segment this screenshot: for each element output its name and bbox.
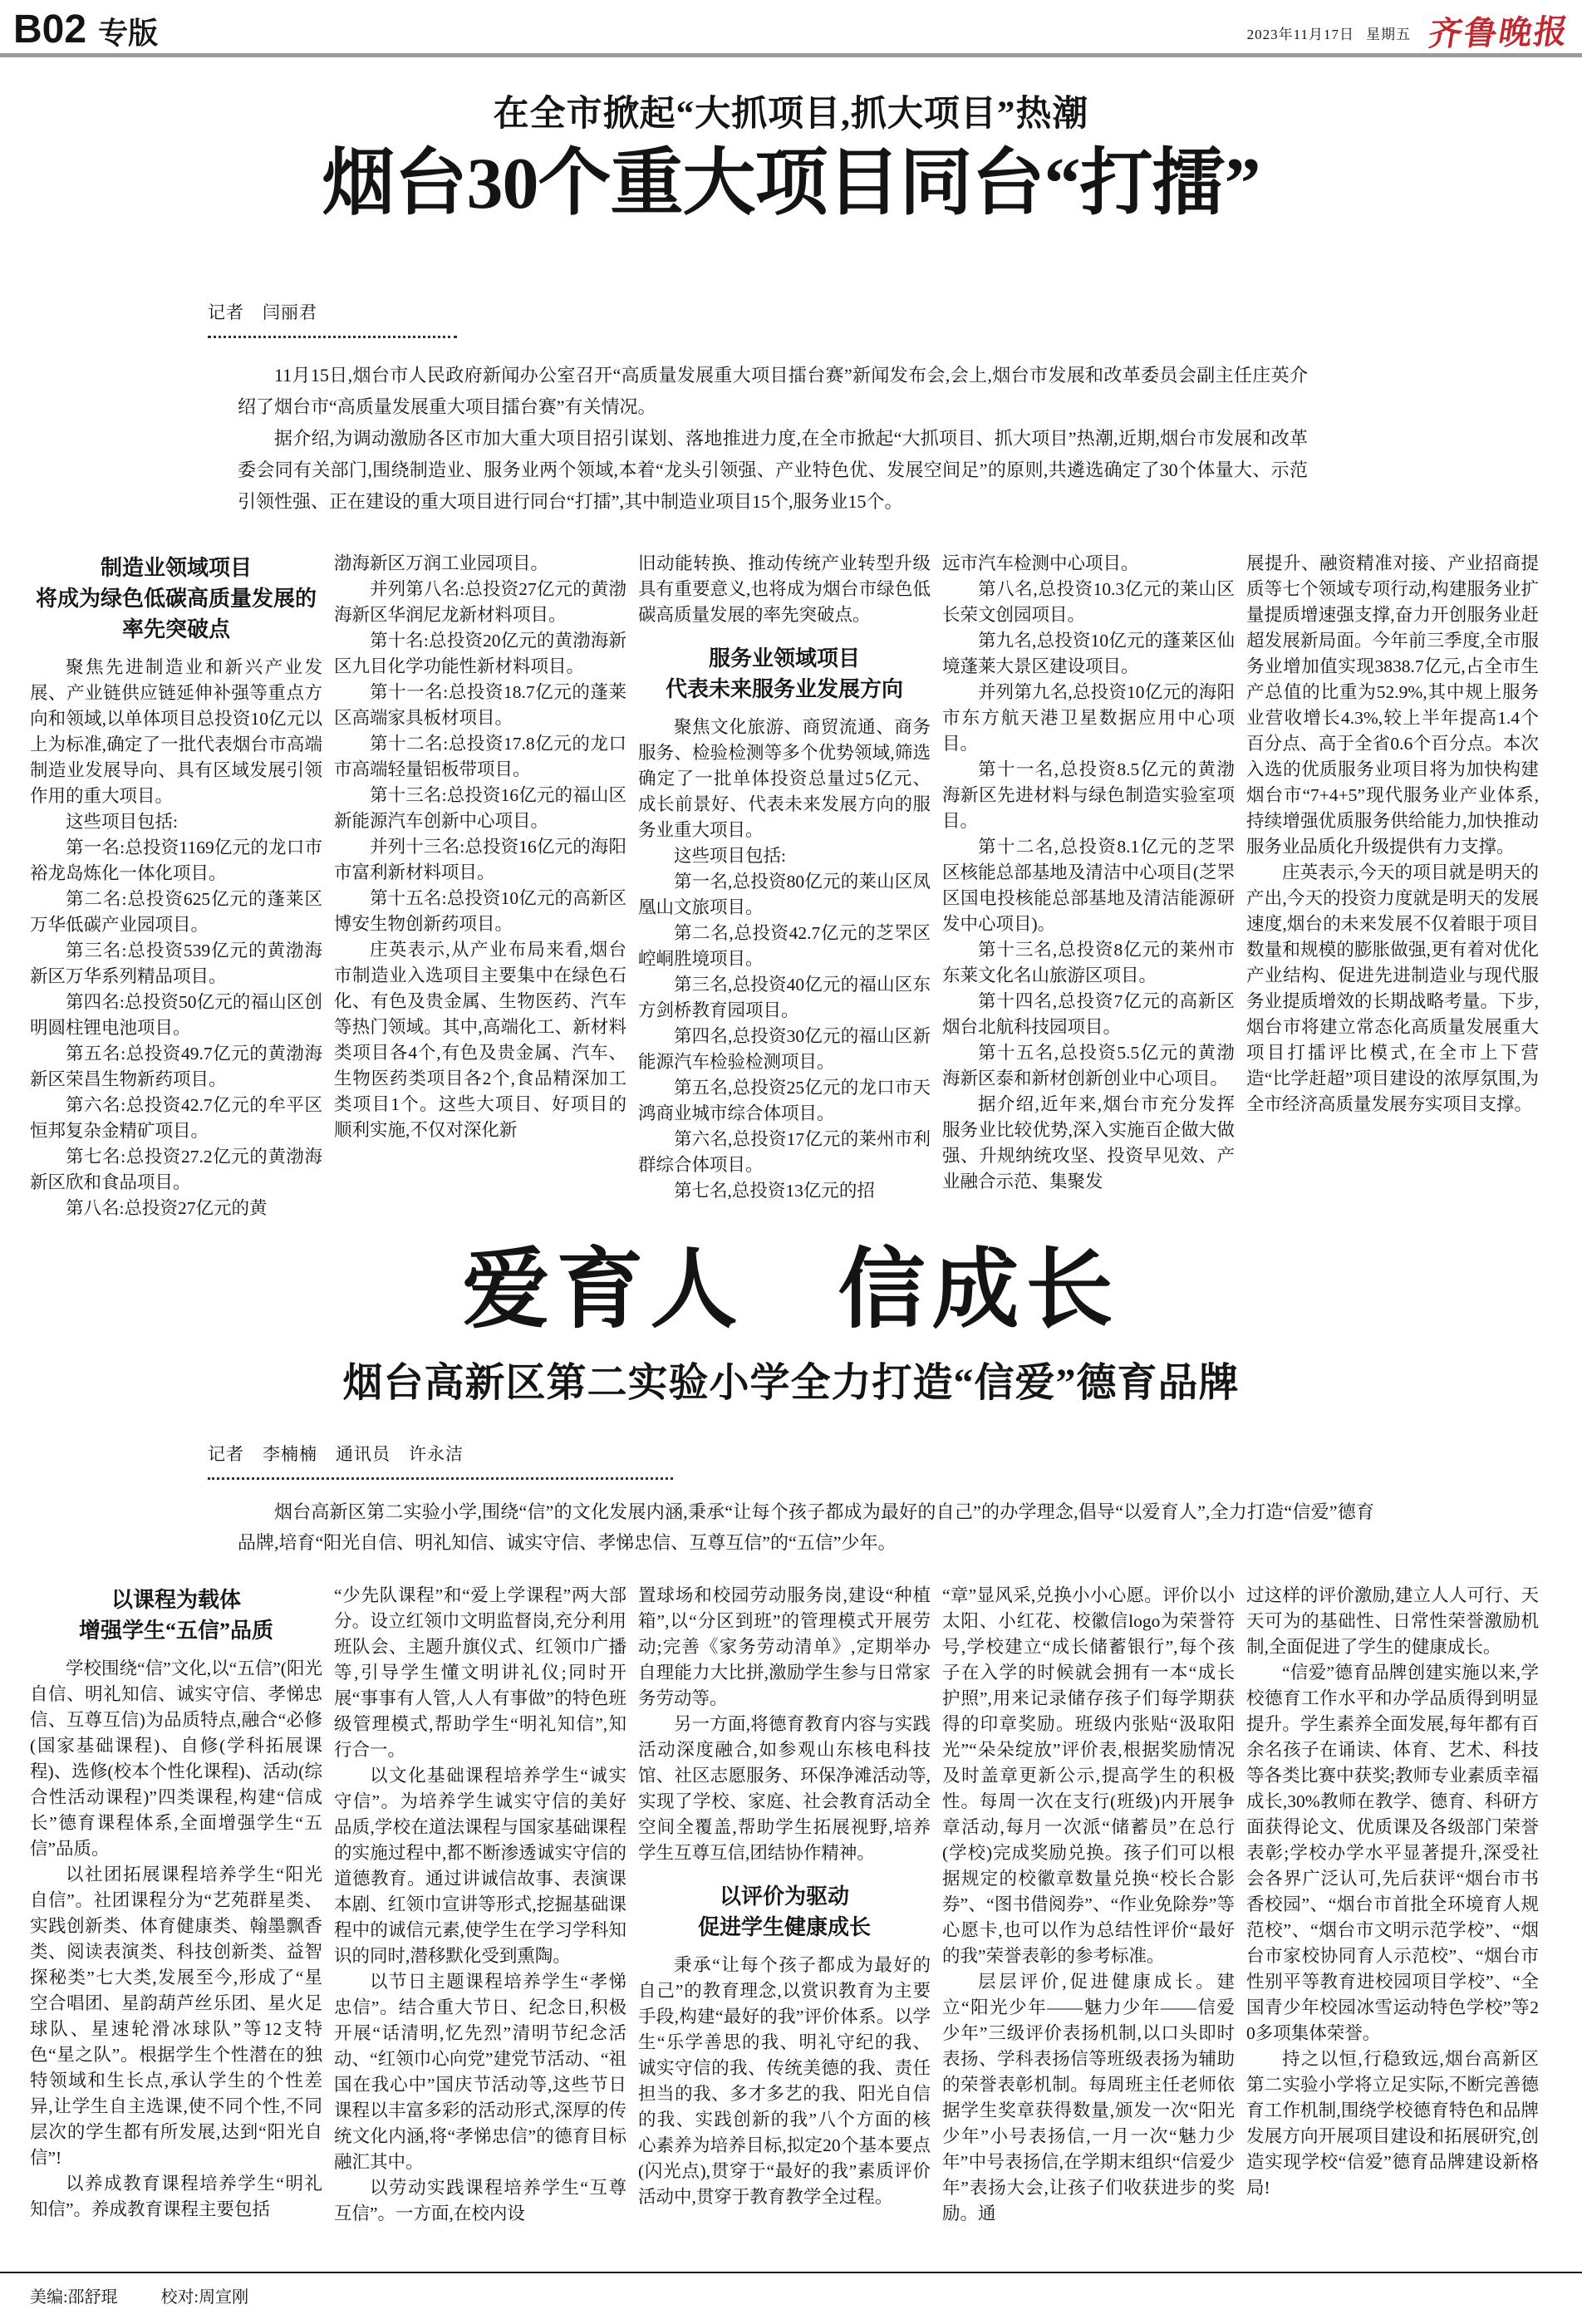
date-text: 2023年11月17日 bbox=[1246, 27, 1354, 42]
newspaper-logo: 齐鲁晚报 bbox=[1426, 12, 1572, 53]
paragraph: 另一方面,将德育教育内容与实践活动深度融合,如参观山东核电科技馆、社区志愿服务、环保净滩活动等,实现了学校、家庭、社会教育活动全空间全覆盖,帮助学生拓展视野,培养学生互尊互信,团结协作精神。 bbox=[638, 1714, 931, 1864]
text-column bbox=[942, 1583, 1235, 2227]
paragraph: “少先队课程”和“爱上学课程”两大部分。设立红领巾文明监督岗,充分利用班队会、主题升旗仪式、红领巾广播等,引导学生懂文明讲礼仪;同时开展“事事有人管,人人有事做”的特色班级管理模式,帮助学生“明礼知信”,知行合一。 bbox=[334, 1585, 626, 1761]
date-line bbox=[1247, 22, 1411, 50]
paragraph: 第三名,总投资40亿元的福山区东方剑桥教育园项目。 bbox=[638, 975, 931, 1021]
column-heading-line: 将成为绿色低碳高质量发展的 bbox=[35, 587, 317, 612]
article1-kicker: 在全市掀起“大抓项目,抓大项目”热潮 bbox=[493, 95, 1089, 134]
proofreader-credit: 校对:周宣刚 bbox=[160, 2288, 249, 2307]
paragraph: 据介绍,近年来,烟台市充分发挥服务业比较优势,深入实施百企做大做强、升规纳统攻坚、投资早见效、产业融合示范、集聚发 bbox=[942, 1094, 1235, 1192]
paragraph: 庄英表示,从产业布局来看,烟台市制造业入选项目主要集中在绿色石化、有色及贵金属、生物医药、汽车等热门领域。其中,高端化工、新材料类项目各4个,有色及贵金属、汽车、生物医药类项目各2个,食品精深加工类项目1个。这些大项目、好项目的顺利实施,不仅对深化新 bbox=[334, 940, 626, 1141]
column-heading bbox=[30, 1585, 322, 1646]
text-column bbox=[1246, 1583, 1539, 2227]
paragraph: 以养成教育课程培养学生“明礼知信”。养成教育课程主要包括 bbox=[30, 2174, 322, 2220]
paragraph: 以文化基础课程培养学生“诚实守信”。为培养学生诚实守信的美好品质,学校在道法课程与国家基础课程的实施过程中,都不断渗透诚实守信的道德教育。通过讲诚信故事、表演课本剧、红领巾宣讲等形式,挖掘基础课程中的诚信元素,使学生在学习学科知识的同时,潜移默化受到熏陶。 bbox=[334, 1766, 626, 1967]
column-heading-line: 制造业领域项目 bbox=[100, 556, 252, 581]
paragraph: 以节日主题课程培养学生“孝悌忠信”。结合重大节日、纪念日,积极开展“话清明,忆先烈”清明节纪念活动、“红领巾心向党”建党节活动、“祖国在我心中”国庆节活动等,这些节日课程以丰富多彩的活动形式,深厚的传统文化内涵,将“孝悌忠信”的德育目标融汇其中。 bbox=[334, 1972, 626, 2173]
article1-byline: 记者 闫丽君 bbox=[208, 302, 317, 323]
paragraph: 第十二名:总投资17.8亿元的龙口市高端轻量铝板带项目。 bbox=[334, 734, 626, 780]
article-major-projects bbox=[0, 86, 1582, 1221]
text-column bbox=[942, 551, 1235, 1221]
paragraph: 第六名:总投资42.7亿元的牟平区恒邦复杂金精矿项目。 bbox=[30, 1095, 322, 1142]
paragraph: 第四名,总投资30亿元的福山区新能源汽车检验检测项目。 bbox=[638, 1026, 931, 1073]
paragraph: 第八名,总投资10.3亿元的莱山区长荣文创园项目。 bbox=[942, 579, 1235, 626]
paragraph: 聚焦文化旅游、商贸流通、商务服务、检验检测等多个优势领域,筛选确定了一批单体投资总量过5亿元、成长前景好、代表未来发展方向的服务业重大项目。 bbox=[638, 717, 931, 841]
paragraph: 远市汽车检测中心项目。 bbox=[942, 553, 1139, 574]
column-heading bbox=[30, 553, 322, 645]
edition-code: B02 bbox=[13, 7, 87, 52]
section-name: 专版 bbox=[98, 17, 159, 51]
paragraph: 第四名:总投资50亿元的福山区创明圆柱锂电池项目。 bbox=[30, 992, 322, 1039]
text-column bbox=[1246, 551, 1539, 1221]
article1-columns bbox=[30, 551, 1582, 1221]
paragraph: 第十名:总投资20亿元的黄渤海新区九目化学功能性新材料项目。 bbox=[334, 631, 626, 677]
text-column bbox=[30, 1583, 322, 2227]
article2-lead bbox=[238, 1496, 1374, 1558]
article-school-brand bbox=[0, 1241, 1582, 2227]
page-header bbox=[0, 0, 1582, 53]
lead-paragraph: 烟台高新区第二实验小学,围绕“信”的文化发展内涵,秉承“让每个孩子都成为最好的自己”的办学理念,倡导“以爱育人”,全力打造“信爱”德育品牌,培育“阳光自信、明礼知信、诚实守信、孝悌忠信、互尊互信”的“五信”少年。 bbox=[238, 1501, 1374, 1554]
art-editor-credit: 美编:邵舒琨 bbox=[30, 2288, 118, 2307]
article1-headline: 烟台30个重大项目同台“打擂” bbox=[322, 144, 1260, 224]
article1-byline-block bbox=[208, 299, 1582, 338]
column-heading-line: 增强学生“五信”品质 bbox=[78, 1619, 273, 1644]
column-heading-line: 服务业领域项目 bbox=[708, 646, 860, 671]
paragraph: 过这样的评价激励,建立人人可行、天天可为的基础性、日常性荣誉激励机制,全面促进了学生的健康成长。 bbox=[1246, 1585, 1539, 1658]
paragraph: 第二名,总投资42.7亿元的芝罘区崆峒胜境项目。 bbox=[638, 923, 931, 970]
article2-subheadline: 烟台高新区第二实验小学全力打造“信爱”德育品牌 bbox=[342, 1361, 1240, 1406]
paragraph: 第二名:总投资625亿元的蓬莱区万华低碳产业园项目。 bbox=[30, 889, 322, 936]
paragraph: 并列第九名,总投资10亿元的海阳市东方航天港卫星数据应用中心项目。 bbox=[942, 682, 1235, 754]
text-column bbox=[30, 551, 322, 1221]
paragraph: “信爱”德育品牌创建实施以来,学校德育工作水平和办学品质得到明显提升。学生素养全面发展,每年都有百余名孩子在诵读、体育、艺术、科技等各类比赛中获奖;教师专业素质幸福成长,30%教师在教学、德育、科研方面获得论文、优质课及各级部门荣誉表彰;学校办学水平显著提升,深受社会各界广泛认可,先后获评“烟台市书香校园”、“烟台市首批全环境育人规范校”、“烟台市文明示范学校”、“烟台市家校协同育人示范校”、“烟台市性别平等教育进校园项目学校”、“全国青少年校园冰雪运动特色学校”等20多项集体荣誉。 bbox=[1246, 1663, 1539, 2044]
paragraph: 秉承“让每个孩子都成为最好的自己”的教育理念,以赏识教育为主要手段,构建“最好的我”评价体系。以学生“乐学善思的我、明礼守纪的我、诚实守信的我、传统美德的我、责任担当的我、多才多艺的我、阳光自信的我、实践创新的我”八个方面的核心素养为培养目标,拟定20个基本要点(闪光点),贯穿于“最好的我”素质评价活动中,贯穿于教育教学全过程。 bbox=[638, 1955, 931, 2208]
lead-paragraph: 据介绍,为调动激励各区市加大重大项目招引谋划、落地推进力度,在全市掀起“大抓项目、抓大项目”热潮,近期,烟台市发展和改革委会同有关部门,围绕制造业、服务业两个领域,本着“龙头引领强、产业特色优、发展空间足”的原则,共遴选确定了30个体量大、示范引领性强、正在建设的重大项目进行同台“打擂”,其中制造业项目15个,服务业15个。 bbox=[238, 428, 1308, 513]
text-column bbox=[638, 1583, 931, 2227]
paragraph: 这些项目包括: bbox=[66, 812, 178, 833]
paragraph: 第十一名:总投资18.7亿元的蓬莱区高端家具板材项目。 bbox=[334, 682, 626, 729]
column-heading-line: 促进学生健康成长 bbox=[697, 1915, 871, 1940]
paragraph: 第六名,总投资17亿元的莱州市利群综合体项目。 bbox=[638, 1129, 931, 1176]
header-rule bbox=[0, 53, 1582, 57]
text-column bbox=[334, 551, 626, 1221]
edition-block bbox=[13, 7, 159, 52]
article1-lead bbox=[238, 360, 1308, 518]
column-heading bbox=[638, 1881, 931, 1943]
article2-headline: 爱育人 信成长 bbox=[462, 1241, 1120, 1339]
paragraph: 聚焦先进制造业和新兴产业发展、产业链供应链延伸补强等重点方向和领域,以单体项目总投资10亿元以上为标准,确定了一批代表烟台市高端制造业发展导向、具有区域发展引领作用的重大项目。 bbox=[30, 657, 322, 807]
paragraph: 置球场和校园劳动服务岗,建设“种植箱”,以“分区到班”的管理模式开展劳动;完善《家务劳动清单》,定期举办自理能力大比拼,激励学生参与日常家务劳动等。 bbox=[638, 1585, 931, 1709]
paragraph: 学校围绕“信”文化,以“五信”(阳光自信、明礼知信、诚实守信、孝悌忠信、互尊互信)为品质特点,融合“必修(国家基础课程)、自修(学科拓展课程)、选修(校本个性化课程)、活动(综合性活动课程)”四类课程,构建“信成长”德育课程体系,全面增强学生“五信”品质。 bbox=[30, 1658, 322, 1860]
masthead-right bbox=[1246, 12, 1572, 53]
paragraph: “章”显风采,兑换小小心愿。评价以小太阳、小红花、校徽信logo为荣誉符号,学校建立“成长储蓄银行”,每个孩子在入学的时候就会拥有一本“成长护照”,用来记录储存孩子们每学期获得的印章奖励。班级内张贴“汲取阳光”“朵朵绽放”评价表,根据奖励情况及时盖章更新公示,提高学生的积极性。每周一次在支行(班级)内开展争章活动,每月一次派“储蓄员”在总行(学校)完成奖励兑换。孩子们可以根据规定的校徽章数量兑换“校长合影券”、“图书借阅券”、“作业免除券”等心愿卡,也可以作为总结性评价“最好的我”荣誉表彰的参考标准。 bbox=[942, 1585, 1235, 1967]
paragraph: 第三名:总投资539亿元的黄渤海新区万华系列精品项目。 bbox=[30, 941, 322, 987]
paragraph: 展提升、融资精准对接、产业招商提质等七个领域专项行动,构建服务业扩量提质增速强支撑,奋力开创服务业赶超发展新局面。今年前三季度,全市服务业增加值实现3838.7亿元,占全市生产总值的比重为52.9%,其中规上服务业营收增长4.3%,较上半年提高1.4个百分点、高于全省0.6个百分点。本次入选的优质服务业项目将为加快构建烟台市“7+4+5”现代服务业产业体系,持续增强优质服务供给能力,加快推动服务业品质化升级提供有力支撑。 bbox=[1246, 553, 1539, 857]
column-heading bbox=[638, 643, 931, 705]
article2-byline: 记者 李楠楠 通讯员 许永洁 bbox=[208, 1444, 464, 1465]
paragraph: 第一名,总投资80亿元的莱山区凤凰山文旅项目。 bbox=[638, 872, 931, 918]
paragraph: 以劳动实践课程培养学生“互尊互信”。一方面,在校内设 bbox=[334, 2178, 626, 2224]
paragraph: 并列十三名:总投资16亿元的海阳市富利新材料项目。 bbox=[334, 837, 626, 883]
paragraph: 渤海新区万润工业园项目。 bbox=[334, 553, 549, 574]
column-heading-line: 率先突破点 bbox=[121, 617, 230, 642]
column-heading-line: 以评价为驱动 bbox=[719, 1884, 849, 1909]
column-heading-line: 以课程为载体 bbox=[111, 1588, 241, 1613]
article2-columns bbox=[30, 1583, 1582, 2227]
paragraph: 第十五名,总投资5.5亿元的黄渤海新区泰和新材创新创业中心项目。 bbox=[942, 1043, 1235, 1089]
paragraph: 第十五名:总投资10亿元的高新区博安生物创新药项目。 bbox=[334, 888, 626, 935]
byline-dotted-rule bbox=[208, 1477, 673, 1480]
paragraph: 这些项目包括: bbox=[674, 846, 786, 867]
weekday-text: 星期五 bbox=[1366, 27, 1411, 42]
paragraph: 第十一名,总投资8.5亿元的黄渤海新区先进材料与绿色制造实验室项目。 bbox=[942, 759, 1235, 832]
paragraph: 旧动能转换、推动传统产业转型升级具有重要意义,也将成为烟台市绿色低碳高质量发展的率先突破点。 bbox=[638, 553, 931, 626]
paragraph: 第九名,总投资10亿元的蓬莱区仙境蓬莱大景区建设项目。 bbox=[942, 631, 1235, 677]
paragraph: 并列第八名:总投资27亿元的黄渤海新区华润尼龙新材料项目。 bbox=[334, 579, 626, 626]
paragraph: 第一名:总投资1169亿元的龙口市裕龙岛炼化一体化项目。 bbox=[30, 838, 322, 884]
paragraph: 第七名:总投资27.2亿元的黄渤海新区欣和食品项目。 bbox=[30, 1147, 322, 1193]
paragraph: 第十四名,总投资7亿元的高新区烟台北航科技园项目。 bbox=[942, 991, 1235, 1038]
paragraph: 层层评价,促进健康成长。建立“阳光少年——魅力少年——信爱少年”三级评价表扬机制,以口头即时表扬、学科表扬信等班级表扬为辅助的荣誉表彰机制。每周班主任老师依据学生奖章获得数量,颁发一次“阳光少年”小号表扬信,一月一次“魅力少年”中号表扬信,在学期末组织“信爱少年”表扬大会,让孩子们收获进步的奖励。通 bbox=[942, 1972, 1235, 2224]
paragraph: 持之以恒,行稳致远,烟台高新区第二实验小学将立足实际,不断完善德育工作机制,围绕学校德育特色和品牌发展方向开展项目建设和拓展研究,创造实现学校“信爱”德育品牌建设新格局! bbox=[1246, 2049, 1539, 2199]
paragraph: 第十三名:总投资16亿元的福山区新能源汽车创新中心项目。 bbox=[334, 785, 626, 832]
paragraph: 第十二名,总投资8.1亿元的芝罘区核能总部基地及清洁中心项目(芝罘区国电投核能总部基地及清洁能源研发中心项目)。 bbox=[942, 837, 1235, 935]
paragraph: 第八名:总投资27亿元的黄 bbox=[66, 1198, 268, 1219]
text-column bbox=[638, 551, 931, 1221]
text-column bbox=[334, 1583, 626, 2227]
paragraph: 第五名,总投资25亿元的龙口市天鸿商业城市综合体项目。 bbox=[638, 1078, 931, 1124]
column-heading-line: 代表未来服务业发展方向 bbox=[665, 677, 903, 702]
paragraph: 第五名:总投资49.7亿元的黄渤海新区荣昌生物新药项目。 bbox=[30, 1044, 322, 1090]
paragraph: 第十三名,总投资8亿元的莱州市东莱文化名山旅游区项目。 bbox=[942, 940, 1235, 986]
paragraph: 庄英表示,今天的项目就是明天的产出,今天的投资力度就是明天的发展速度,烟台的未来发展不仅着眼于项目数量和规模的膨胀做强,更有着对优化产业结构、促进先进制造业与现代服务业提质增效的长期战略考量。下步,烟台市将建立常态化高质量发展重大项目打擂评比模式,在全市上下营造“比学赶超”项目建设的浓厚氛围,为全市经济高质量发展夯实项目支撑。 bbox=[1246, 862, 1539, 1115]
lead-paragraph: 11月15日,烟台市人民政府新闻办公室召开“高质量发展重大项目擂台赛”新闻发布会,会上,烟台市发展和改革委员会副主任庄英介绍了烟台市“高质量发展重大项目擂台赛”有关情况。 bbox=[238, 365, 1308, 418]
paragraph: 第七名,总投资13亿元的招 bbox=[674, 1181, 875, 1201]
paragraph: 以社团拓展课程培养学生“阳光自信”。社团课程分为“艺苑群星类、实践创新类、体育健康类、翰墨飘香类、阅读表演类、科技创新类、益智探秘类”七大类,发展至今,形成了“星空合唱团、星韵葫芦丝乐团、星火足球队、星速轮滑冰球队”等12支特色“星之队”。根据学生个性潜在的独特领域和生长点,承认学生的个性差异,让学生自主选课,使不同个性,不同层次的学生都有所发展,达到“阳光自信”! bbox=[30, 1865, 322, 2169]
article2-byline-block bbox=[208, 1441, 1582, 1480]
page-footer bbox=[0, 2272, 1582, 2316]
byline-dotted-rule bbox=[208, 336, 457, 338]
